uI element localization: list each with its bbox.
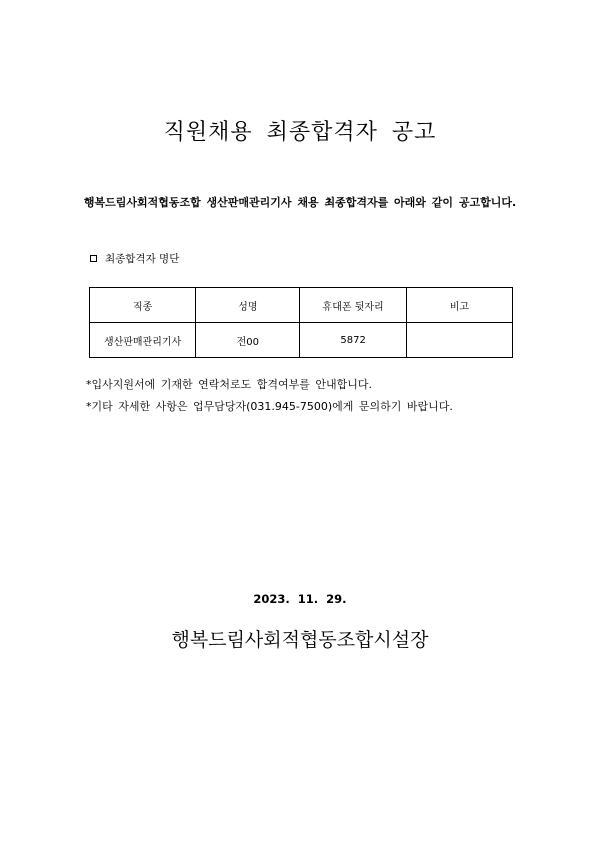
note-contact: *입사지원서에 기재한 연락처로도 합격여부를 안내합니다. xyxy=(86,378,373,391)
intro-text: 행복드림사회적협동조합 생산판매관리기사 채용 최종합격자를 아래와 같이 공고합니다. xyxy=(83,196,517,209)
section-heading-label: 최종합격자 명단 xyxy=(105,253,180,265)
header-job-type: 직종 xyxy=(90,288,196,323)
organization-signature: 행복드림사회적협동조합시설장 xyxy=(171,629,429,651)
cell-remarks xyxy=(406,323,512,358)
table-row xyxy=(90,323,513,358)
header-remarks: 비고 xyxy=(406,288,512,323)
note-inquiry: *기타 자세한 사항은 업무담당자(031.945-7500)에게 문의하기 바랍니다. xyxy=(86,400,453,413)
cell-name: 전00 xyxy=(196,323,300,358)
cell-job-type: 생산판매관리기사 xyxy=(90,323,196,358)
results-table xyxy=(89,287,513,358)
table-header-row xyxy=(90,288,513,323)
cell-phone-suffix: 5872 xyxy=(300,323,406,358)
header-phone-suffix: 휴대폰 뒷자리 xyxy=(300,288,406,323)
section-heading xyxy=(90,251,179,266)
page-title: 직원채용 최종합격자 공고 xyxy=(163,120,437,145)
announcement-date: 2023. 11. 29. xyxy=(253,592,347,606)
header-name: 성명 xyxy=(196,288,300,323)
square-bullet-icon xyxy=(90,255,97,262)
